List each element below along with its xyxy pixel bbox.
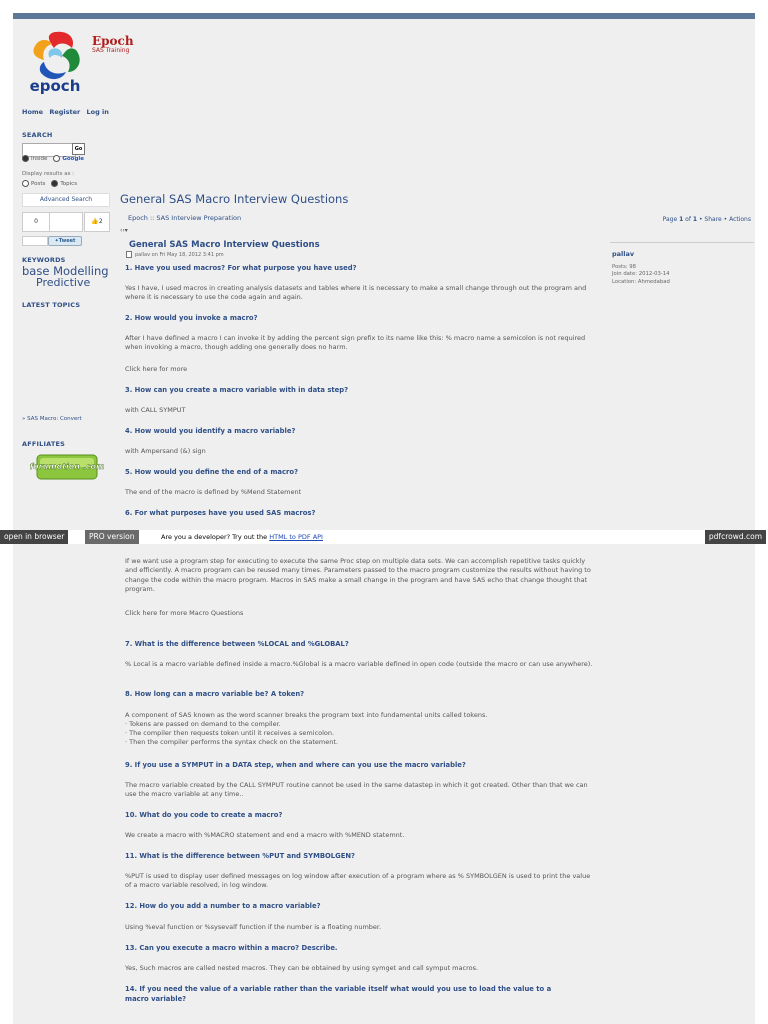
answer-5: The end of the macro is defined by %Mend Statement [125,488,302,496]
pager-current: 1 [679,216,684,223]
post-meta [126,251,224,258]
latest-topic-link[interactable]: » SAS Macro: Convert [22,416,82,422]
keywords-heading: KEYWORDS [22,256,66,264]
thumbs-up-icon: 👍 [91,218,99,225]
nav-login[interactable]: Log in [86,108,109,116]
question-7: 7. What is the difference between %LOCAL and %GLOBAL? [125,640,349,648]
keyword-link-predictive[interactable]: Predictive [36,276,91,289]
answer-10: We create a macro with %MACRO statement and end a macro with %MEND statemnt. [125,831,405,839]
tweet-button[interactable] [48,236,82,246]
post-document-icon [126,251,132,258]
question-14: 14. If you need the value of a variable rather than the variable itself what would you use to load the value to a [125,985,552,993]
pager-prefix: Page [662,216,680,223]
like-widget[interactable] [49,212,83,232]
open-in-browser-button[interactable]: open in browser [0,530,68,544]
tweet-count-box [22,236,48,246]
thumbs-up-number: 2 [98,218,103,225]
search-heading: SEARCH [22,131,53,139]
html-to-pdf-api-link[interactable]: HTML to PDF API [269,533,323,541]
author-divider [610,242,754,243]
thumbs-up-count[interactable] [84,212,110,232]
pager-total: 1 [692,216,698,223]
like-count-left: 0 [22,212,50,232]
pdfcrowd-message-text: Are you a developer? Try out the [161,533,270,541]
breadcrumb[interactable]: Epoch :: SAS Interview Preparation [128,214,242,222]
radio-inside-label: Inside [31,155,48,162]
answer-2: After I have defined a macro I can invoke it by adding the percent sign prefix to its name like this: % macro name a semicolon is not required when invoking a macro, though adding one generally does no harm. [125,334,586,352]
keyword-link-base-modelling[interactable]: base Modelling [22,264,109,278]
author-posts: Posts: 98 [612,264,637,270]
answer-8-bullet-2: · The compiler then requests token until it receives a semicolon. [125,729,335,737]
display-results-options [22,180,77,187]
answer-1: Yes I have, I used macros in creating analysis datasets and tables where it is necessary to make a small change through out the program and where it is necessary to use the code again and again. [125,284,587,302]
question-13: 13. Can you execute a macro within a macro? Describe. [125,944,338,952]
affiliates-heading: AFFILIATES [22,440,65,448]
answer-8: A component of SAS known as the word scanner breaks the program text into fundamental units called tokens. [125,711,488,719]
logo-text: epoch [29,77,81,95]
question-9: 9. If you use a SYMPUT in a DATA step, when and where can you use the macro variable? [125,761,466,769]
pager-share-actions[interactable]: • Share • Actions [697,216,751,223]
forumotion-logo-text: forumotion .com [29,462,105,471]
answer-4: with Ampersand (&) sign [125,447,206,455]
topic-nav-arrows-icon[interactable]: ‹›▾ [120,227,128,234]
click-here-more-link[interactable]: Click here for more [125,365,188,373]
radio-google-label: Google [62,155,85,162]
pdfcrowd-message [161,530,323,544]
pdfcrowd-brand[interactable]: pdfcrowd.com [705,530,766,544]
brand-tagline: SAS Training [92,47,130,54]
question-1: 1. Have you used macros? For what purpose you have used? [125,264,357,272]
question-2: 2. How would you invoke a macro? [125,314,258,322]
pager-of: of [683,216,693,223]
question-12: 12. How do you add a number to a macro variable? [125,902,321,910]
radio-posts-label: Posts [31,180,46,187]
answer-8-bullet-3: · Then the compiler performs the syntax check on the statement. [125,738,338,746]
question-10: 10. What do you code to create a macro? [125,811,283,819]
radio-inside[interactable] [22,155,29,162]
answer-7: % Local is a macro variable defined inside a macro.%Global is a macro variable defined in open code (outside the macro or can use anywhere). [125,660,593,668]
question-4: 4. How would you identify a macro variable? [125,427,296,435]
nav-register[interactable]: Register [49,108,81,116]
search-go-button[interactable]: Go [72,143,85,155]
tweet-label: Tweet [58,238,76,244]
question-11: 11. What is the difference between %PUT and SYMBOLGEN? [125,852,355,860]
author-info [612,264,670,286]
question-6: 6. For what purposes have you used SAS macros? [125,509,316,517]
question-14-cont: macro variable? [125,995,187,1003]
top-nav [22,108,113,116]
question-5: 5. How would you define the end of a macro? [125,468,299,476]
radio-topics-label: Topics [60,180,78,187]
latest-topics-heading: LATEST TOPICS [22,301,81,309]
pro-version-button[interactable]: PRO version [85,530,139,544]
author-name[interactable]: pallav [612,250,635,258]
pagination [663,216,751,223]
search-scope [22,155,84,162]
author-join-date: Join date: 2012-03-14 [612,271,670,278]
author-location: Location: Ahmedabad [612,278,670,285]
answer-11: %PUT is used to display user defined messages on log window after execution of a program where as % SYMBOLGEN is used to print the value of a macro variable resolved, in log window. [125,872,591,890]
answer-8-bullet-1: · Tokens are passed on demand to the compiler. [125,720,281,728]
more-macro-questions-link[interactable]: Click here for more Macro Questions [125,609,244,617]
post-meta-text: pallav on Fri May 18, 2012 3:41 pm [135,251,224,258]
answer-12: Using %eval function or %sysevalf function if the number is a floating number. [125,923,382,931]
logo-swirl-icon [33,32,79,79]
brand-name[interactable]: Epoch [92,34,134,48]
answer-6: If we want use a program step for executing to execute the same Proc step on multiple data sets. We can accomplish repetitive tasks quickly and efficiently. A macro program can be reused many times. Parameters passed to the macro program customize the results without having to change the code within the macro program. Macros in SAS make a small change in the program and have SAS echo that change thought that program. [125,557,591,594]
topic-title: General SAS Macro Interview Questions [120,192,349,206]
post-title[interactable]: General SAS Macro Interview Questions [129,240,320,250]
epoch-logo[interactable] [22,28,88,96]
advanced-search-link[interactable]: Advanced Search [22,193,110,207]
radio-topics[interactable] [51,180,58,187]
forumotion-logo[interactable] [29,454,105,480]
answer-13: Yes, Such macros are called nested macros. They can be obtained by using symget and call symput macros. [125,964,479,972]
question-3: 3. How can you create a macro variable with in data step? [125,386,349,394]
twitter-bird-icon: ✦ [54,238,59,244]
display-results-label: Display results as : [22,171,75,177]
pdfcrowd-bar [0,530,768,544]
question-8: 8. How long can a macro variable be? A token? [125,690,305,698]
answer-9: The macro variable created by the CALL SYMPUT routine cannot be used in the same datastep in which it got created. Other than that we can use the macro variable at any time.. [125,781,588,799]
answer-3: with CALL SYMPUT [125,406,186,414]
nav-home[interactable]: Home [22,108,44,116]
radio-posts[interactable] [22,180,29,187]
radio-google[interactable] [53,155,60,162]
